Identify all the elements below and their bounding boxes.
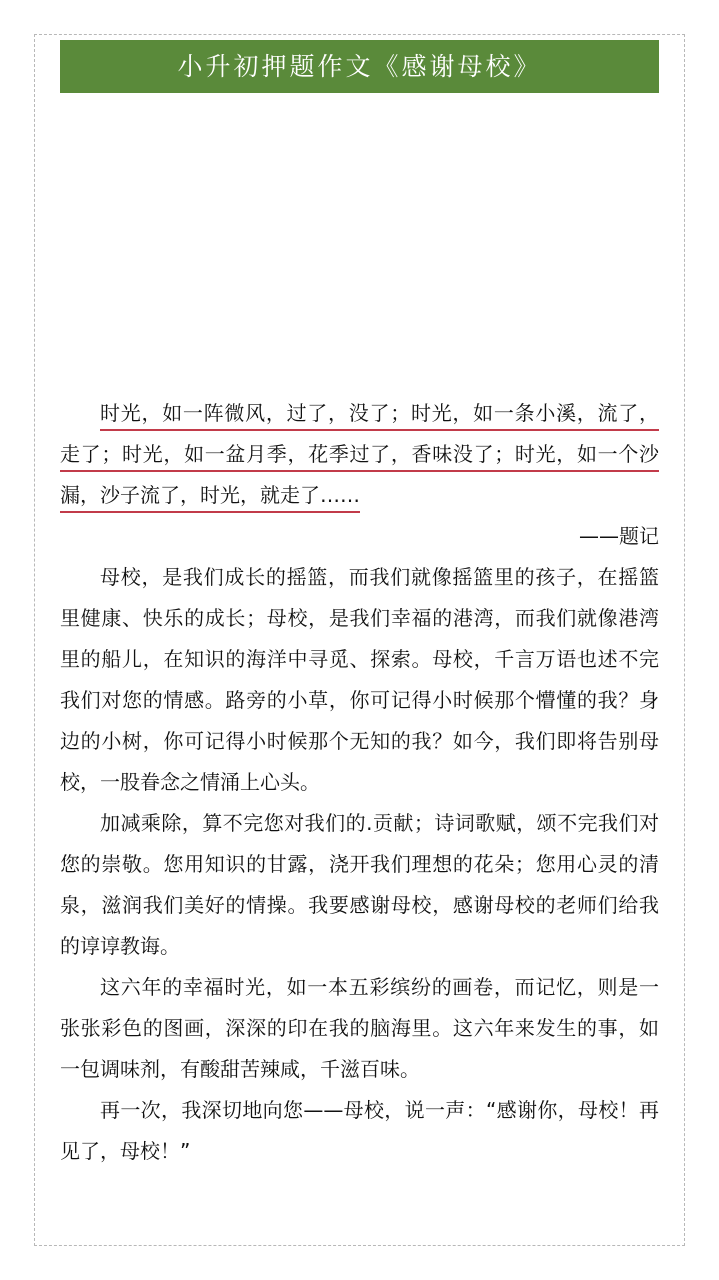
body-paragraph-1: 母校，是我们成长的摇篮，而我们就像摇篮里的孩子，在摇篮里健康、快乐的成长；母校，是我们幸福的港湾，而我们就像港湾里的船儿，在知识的海洋中寻觅、探索。母校，千言万语也述不完我们对您的情感。路旁的小草，你可记得小时候那个懵懂的我？身边的小树，你可记得小时候那个无知的我？如今，我们即将告别母校，一股眷念之情涌上心头。 bbox=[60, 565, 659, 794]
intro-paragraph: 时光，如一阵微风，过了，没了；时光，如一条小溪，流了，走了；时光，如一盆月季，花季过了，香味没了；时光，如一个沙漏，沙子流了，时光，就走了…… bbox=[60, 401, 659, 507]
body-paragraph-4: 再一次，我深切地向您——母校，说一声：“感谢你，母校！再见了，母校！” bbox=[60, 1098, 659, 1163]
intro-signature: ——题记 bbox=[579, 524, 659, 548]
title-banner: 小升初押题作文《感谢母校》 bbox=[60, 40, 659, 93]
body-paragraph-3: 这六年的幸福时光，如一本五彩缤纷的画卷，而记忆，则是一张张彩色的图画，深深的印在我的脑海里。这六年来发生的事，如一包调味剂，有酸甜苦辣咸，千滋百味。 bbox=[60, 975, 659, 1081]
article-body bbox=[60, 393, 659, 1172]
body-paragraph-2: 加减乘除，算不完您对我们的.贡献；诗词歌赋，颂不完我们对您的崇敬。您用知识的甘露，浇开我们理想的花朵；您用心灵的清泉，滋润我们美好的情操。我要感谢母校，感谢母校的老师们给我的谆谆教诲。 bbox=[60, 811, 659, 958]
